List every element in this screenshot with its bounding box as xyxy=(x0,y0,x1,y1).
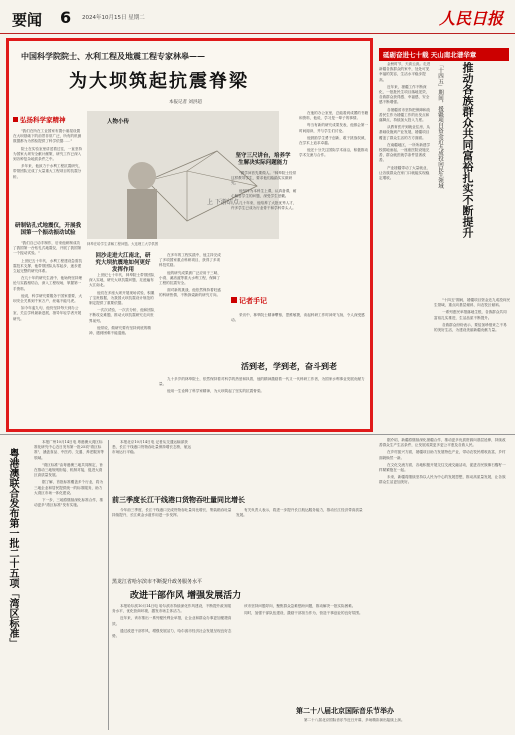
right-column-text-1: 金秋时节，天高云淡。走进新疆各族群众的家中，处处可见幸福的笑容，生活水平稳步提高。 近年来，援疆工作不断深化，一批批民生项目落地见效，各族群众获得感、幸福感、安全感不断增强。 各援疆省市坚持把保障和改善民生作为援疆工作的出发点和落脚点，持续加大投入力度。 从教育医疗到就业住房，从基础设施到产业发展，援疆项目覆盖了群众生活的方方面面。 在南疆地区，一所所新建学校拔地而起，一座座医院设施完善，群众就医就学条件显著改善。 产业援疆带动了大量就业，让各族群众在家门口就能实现稳定增收。 xyxy=(379,62,431,181)
bottom-right-text: 第二十八届北京国际音乐节近日开幕，多场精彩演出陆续上演。 xyxy=(304,718,405,722)
feature-byline: 本报记者 刘洪超 xyxy=(169,100,202,105)
right-inner-text-1: "做学问首先要做人。"林皋院士经常这样教导学生，要求他们踏踏实实做研究。 他坚持为本科生上课，认真备课，耐心解答学生的问题，深受学生爱戴。 几十年来，他培养了大批优秀人才，许多学生已成为行业骨干和学科带头人。 xyxy=(231,171,297,211)
issue-date: 2024年10月15日 星期二 xyxy=(82,15,145,21)
subhead-4: 回沙走进大江南北，研究大坝抗震地如何更好发挥作用 xyxy=(95,253,151,273)
right-inner-text-2: 在他的办公室里，总能看到成摞的书籍和资料，他说，学习是一辈子的事情。 每当有新的研究成果发表，他都会第一时间阅读，并与学生们讨论。 他鼓励学生勇于创新，敢于挑战权威，在学术上追求卓越。 他还十分关注国际学术前沿，积极推动学术交流与合作。 xyxy=(299,111,369,158)
bottom-mid-text-4: 该市坚持问题导向，聚焦群众急难愁盼问题，推动解决一批实际困难。 同时，加强干部队伍建设，激励干部担当作为，营造干事创业的良好氛围。 xyxy=(244,604,363,616)
section-name: 要闻 xyxy=(12,11,43,29)
bottom-mid-text-1: 今年前三季度，长江干线港口完成货物吞吐量同比增长，集装箱吞吐量持续提升，长江黄金水道作用进一步发挥。 xyxy=(112,508,232,518)
bottom-mid-headline-1: 前三季度长江干线港口货物吞吐量同比增长 xyxy=(112,495,245,504)
page-header xyxy=(0,0,515,34)
middle-column-text-2: 在多年的工程实践中，他主持完成了多项国家重点科研项目，获得了多项科技奖励。 他的研究成果被广泛应用于三峡、小湾、溪洛渡等重大水利工程，保障了工程的抗震安全。 面对新的挑战，他依然保持着旺盛的科研热情，不断探索新的研究方向。 xyxy=(159,253,221,298)
column-divider xyxy=(108,440,109,730)
bottom-right-headline: 第二十八届北京国际音乐节举办 xyxy=(296,706,394,715)
photo-caption: 林皋在给学生讲解工程问题。大连理工大学供图 xyxy=(87,242,159,246)
bottom-mid-text-3: 本报哈尔滨10月14日电 哈尔滨市持续深化作风建设，不断提升政务服务水平，优化营商环境，激发市场主体活力。 近年来，该市推出一系列便民利企举措，让企业和群众办事更加便捷高效。 通过改进干部作风，增强发展活力，哈尔滨市经济社会发展呈现良好态势。 xyxy=(112,604,232,639)
page-number: 6 xyxy=(60,8,72,27)
square-bullet-icon xyxy=(13,117,18,122)
square-bullet-icon xyxy=(231,297,237,303)
right-column-text-2: "十四五"期间，援疆项目资金近九成投向民生领域，重点向基层倾斜，向农牧区倾斜。 一系列惠民举措落地生根，各族群众共同富裕扎实推进，生活品质不断提升。 各族群众纷纷表示，要倍加珍惜来之不易的美好生活，为建设美丽新疆贡献力量。 xyxy=(434,298,510,333)
right-vertical-headline: 推动各族群众共同富裕扎实不断提升 xyxy=(461,62,474,238)
bottom-mid-text-2: 有关负责人表示，将进一步提升长江航运服务能力，推动长江经济带高质量发展。 xyxy=(236,508,363,518)
bottom-left-vertical-headline: 粤港澳联合发布第一批二十五项「湾区标准」 xyxy=(7,448,18,648)
subhead-3: 坚守三尺讲台，培养学生解决实际问题能力 xyxy=(235,153,291,166)
rubric-banner: 砥砺奋进七十载 天山南北谱华章 xyxy=(379,48,509,61)
closing-headline: 活到老，学到老，奋斗到老 xyxy=(241,361,337,371)
feature-headline: 为大坝筑起抗震脊梁 xyxy=(69,71,249,92)
bottom-mid-headline-2: 改进干部作风 增强发展活力 xyxy=(130,591,242,601)
newspaper-logo: 人民日报 xyxy=(438,9,503,28)
bottom-mid-kicker-2: 黑龙江省哈尔滨市不断提升政务服务水平 xyxy=(112,579,203,585)
feature-article-box xyxy=(6,38,373,432)
right-vertical-subheadline: 「十四五」期间，援疆项目资金近九成投向民生领域 xyxy=(437,62,443,189)
profile-title: 人物小传 xyxy=(107,119,130,125)
reporter-notes-text: 采访中，林皋院士精神矍铄，思维敏捷，谈起科研工作时神采飞扬，令人深受感动。 xyxy=(231,313,365,323)
section-divider xyxy=(0,434,515,435)
closing-text: 九十多岁的林皋院士，依然保持着对科学的热爱和执着，他的精神激励着一代又一代科研工作者，为国家水利事业发展贡献力量。 他用一生诠释了科学家精神，为大坝筑起了坚实的抗震脊梁。 xyxy=(159,377,365,394)
subhead-1: 研制钻孔式地震仪，开展我国第一个振动振动试验 xyxy=(14,223,81,236)
left-column-text-1: "我们在所在工业国家布置小朋屋设置在大坝基础下的前景非常广泛，所有的机测数据都为为预检提供了科学依据……" 院士在实验室里讲述着过往，一直坚持为国家大坝安全献计献策，研究工作已深入到各种复杂地质条件之中。 多年来，他致力于水利工程抗震研究，带领团队完成了大量重大工程项目的抗震分析。 xyxy=(13,129,83,179)
bottom-left-text: 本报广州10月14日电 粤港澳大湾区标准化研究中心近日发布第一批25项"湾区标准"，涵盖食品、中医药、交通、养老服务等领域。 "湾区标准"由粤港澳三地共同制定，旨在推动三地规则衔接、机制对接，促进大湾区高质量发展。 据了解，首批标准覆盖多个行业，将为三地企业和居民提供统一的标准服务，助力大湾区市场一体化建设。 下一步，三地将继续深化标准合作，推动更多"湾区标准"发布实施。 xyxy=(34,440,104,508)
middle-column-text-1: 上世纪七十年代，林皋院士带领团队深入实地，研究大坝抗震问题，足迹遍布大江南北。 他们在多座大坝开展现场试验，积累了宝贵数据，为我国大坝抗震设计规范的制定提供了重要依据。 一次次试验，一次次分析，他和团队不断攻克难题，推动大坝抗震研究走向世界前列。 他常说，做研究要有坚持到底的精神，遇到困难不能退缩。 xyxy=(89,273,155,336)
bottom-mid-top-text: 本报北京10月14日电 记者从交通运输部获悉，长江干线港口货物吞吐量保持增长态势，航运市场运行平稳。 xyxy=(112,440,192,455)
feature-kicker: 中国科学院院士、水利工程及地震工程专家林皋—— xyxy=(21,51,205,61)
reporter-notes-subhead: 记者手记 xyxy=(231,297,311,304)
right-column-text-3: 据介绍，新疆将继续深化援疆合作，推动更多优质资源向基层延伸，持续改善群众生产生活条件，让发展成果更多更公平惠及各族人民。 在乡村振兴方面，援疆项目助力发展特色产业，带动农牧民增收致富，乡村面貌焕然一新。 在文化交流方面，各地积极开展交往交流交融活动，促进各民族像石榴籽一样紧紧抱在一起。 未来，新疆将继续坚持以人民为中心的发展思想，推动高质量发展，让各族群众生活更加美好。 xyxy=(379,438,506,485)
spirit-subhead: 弘扬科学家精神 xyxy=(13,117,83,124)
left-column-text-2: "我们自己动手制作，后来他研制成功了我国第一台钻孔式地震仪，开展了我国第一个振动试验。" 上世纪五十年代，水利工程建设急需抗震技术支撑，他带领团队从零起步，逐步建立起完整的研究体系。 在几十年的研究生涯中，他始终坚持理论与实践相结合，深入工程现场，掌握第一手资料。 他说，科学研究要服务于国家需要，大坝安全关系到千家万户，丝毫不能马虎。 如今年逾九旬，他仍坚持每天到办公室，关注学科最新进展，指导年轻学者开展研究。 xyxy=(13,241,83,321)
blackboard-text: 上 下游结点 xyxy=(207,199,239,206)
